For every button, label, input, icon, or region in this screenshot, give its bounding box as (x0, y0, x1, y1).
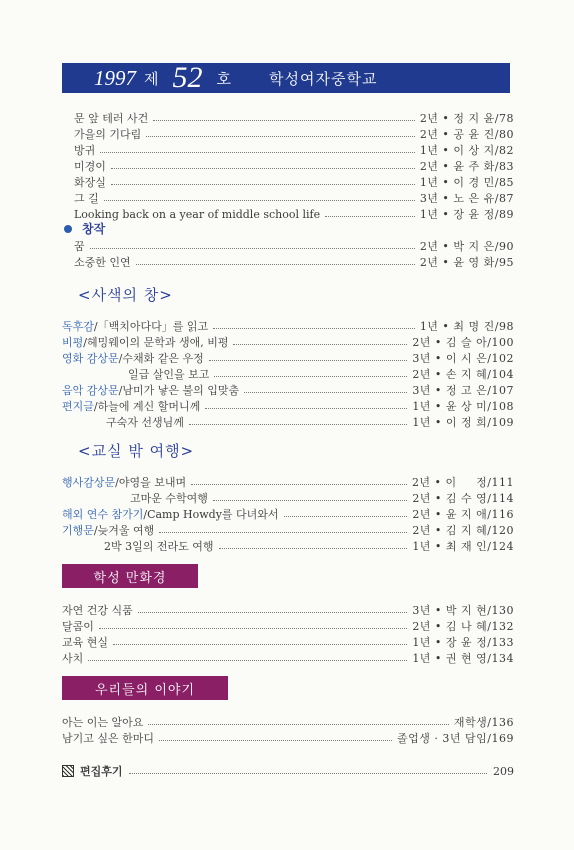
entry-author: 2년 • 윤 영 화/95 (419, 256, 514, 269)
entry-author: 2년 • 이 정/111 (411, 476, 514, 489)
entry-title: 미경이 (74, 160, 106, 173)
entry-author: 2년 • 공 윤 진/80 (419, 128, 514, 141)
entry-author: 1년 • 이 상 지/82 (419, 144, 514, 157)
entry-author: 2년 • 윤 주 화/83 (419, 160, 514, 173)
toc-entry[interactable] (106, 414, 514, 430)
toc-entry[interactable] (62, 730, 514, 746)
entry-title: 일급 살인을 보고 (128, 368, 210, 381)
entry-author: 3년 • 박 지 현/130 (412, 604, 514, 617)
entry-author: 3년 • 정 고 은/107 (412, 384, 514, 397)
leader-dots (213, 327, 415, 329)
toc-entry[interactable] (74, 206, 514, 222)
entry-title: /남미가 낳은 불의 입맞춤 (118, 384, 240, 397)
entry-title: /「백치아다다」를 읽고 (93, 320, 209, 333)
toc-entry[interactable] (62, 618, 514, 634)
toc-entry[interactable] (62, 650, 514, 666)
entry-title: 자연 건강 식품 (62, 604, 133, 617)
toc-entry[interactable] (104, 538, 514, 554)
leader-dots (159, 739, 392, 741)
entry-title: Looking back on a year of middle school life (74, 207, 321, 221)
toc-entry[interactable] (62, 714, 514, 730)
entry-title: 2박 3일의 전라도 여행 (104, 540, 214, 553)
school-name: 학성여자중학교 (269, 69, 378, 88)
toc-entry[interactable] (130, 490, 514, 506)
entry-title: /Camp Howdy를 다녀와서 (143, 508, 279, 521)
leader-dots (129, 772, 487, 774)
toc-entry-editor[interactable] (62, 763, 514, 779)
entry-title: /헤밍웨이의 문학과 생애, 비평 (83, 336, 229, 349)
issue-header (62, 63, 510, 93)
entry-author: 3년 • 이 시 은/102 (412, 352, 514, 365)
entry-category: 편지글 (62, 400, 94, 413)
leader-dots (191, 483, 407, 485)
leader-dots (284, 515, 408, 517)
section-heading-manhwa: 학성 만화경 (62, 564, 198, 588)
toc-entry[interactable] (62, 334, 514, 350)
entry-title: 소중한 인연 (74, 256, 131, 269)
leader-dots (111, 183, 415, 185)
leader-dots (189, 423, 407, 425)
editor-title: 편집후기 (80, 765, 123, 778)
entry-author: 1년 • 장 윤 정/133 (412, 636, 514, 649)
toc-entry[interactable] (74, 158, 514, 174)
entry-author: 2년 • 김 나 혜/132 (412, 620, 514, 633)
entry-title: 꿈 (74, 240, 85, 253)
toc-entry[interactable] (62, 382, 514, 398)
toc-entry[interactable] (74, 238, 514, 254)
toc-entry[interactable] (62, 474, 514, 490)
entry-author: 3년 • 노 은 유/87 (419, 192, 514, 205)
entry-author: 2년 • 정 지 윤/78 (419, 112, 514, 125)
leader-dots (113, 643, 407, 645)
toc-entry[interactable] (62, 318, 514, 334)
leader-dots (244, 391, 407, 393)
toc-entry[interactable] (74, 110, 514, 126)
entry-category: 음악 감상문 (62, 384, 119, 397)
entry-category: 행사감상문 (62, 476, 116, 489)
entry-title: 고마운 수학여행 (130, 492, 208, 505)
creation-heading (64, 220, 105, 237)
toc-entry[interactable] (128, 366, 514, 382)
bullet-icon (64, 225, 72, 233)
toc-entry[interactable] (74, 190, 514, 206)
entry-author: 2년 • 박 지 은/90 (419, 240, 514, 253)
toc-entry[interactable] (62, 398, 514, 414)
entry-title: 사치 (62, 652, 84, 665)
leader-dots (100, 151, 415, 153)
entry-author: 2년 • 김 지 혜/120 (412, 524, 514, 537)
toc-entry[interactable] (62, 602, 514, 618)
leader-dots (88, 659, 407, 661)
toc-entry[interactable] (62, 522, 514, 538)
toc-entry[interactable] (74, 142, 514, 158)
editor-page: 209 (493, 764, 514, 778)
entry-title: 아는 이는 알아요 (62, 716, 144, 729)
issue-ho: 호 (216, 69, 231, 88)
leader-dots (136, 263, 415, 265)
entry-author: 2년 • 윤 지 애/116 (412, 508, 514, 521)
hatched-square-icon (62, 765, 74, 777)
toc-entry[interactable] (62, 350, 514, 366)
entry-category: 해외 연수 참가기 (62, 508, 144, 521)
entry-author: 2년 • 손 지 혜/104 (412, 368, 514, 381)
section-heading-story: 우리들의 이야기 (62, 676, 228, 700)
toc-entry[interactable] (74, 126, 514, 142)
entry-title: /하늘에 계신 할머니께 (93, 400, 201, 413)
leader-dots (325, 215, 415, 217)
entry-author: 재학생/136 (453, 716, 514, 729)
entry-title: 구숙자 선생님께 (106, 416, 184, 429)
leader-dots (159, 531, 407, 533)
issue-je: 제 (144, 69, 159, 88)
entry-author: 1년 • 이 경 민/85 (419, 176, 514, 189)
entry-title: /늦겨울 여행 (93, 524, 155, 537)
toc-entry[interactable] (74, 174, 514, 190)
entry-category: 비평 (62, 336, 84, 349)
entry-author: 1년 • 최 명 진/98 (419, 320, 514, 333)
entry-author: 졸업생 · 3년 담임/169 (397, 732, 514, 745)
entry-author: 1년 • 윤 상 미/108 (412, 400, 514, 413)
entry-title: 교육 현실 (62, 636, 109, 649)
leader-dots (213, 499, 407, 501)
entry-title: 방귀 (74, 144, 96, 157)
entry-author: 1년 • 권 현 영/134 (412, 652, 514, 665)
entry-author: 2년 • 김 슬 아/100 (412, 336, 514, 349)
toc-entry[interactable] (74, 254, 514, 270)
entry-title: /수채화 같은 우정 (118, 352, 204, 365)
entry-title: 달콤이 (62, 620, 94, 633)
entry-title: 문 앞 테러 사건 (74, 112, 149, 125)
leader-dots (209, 359, 408, 361)
entry-title: /야영을 보내며 (115, 476, 187, 489)
leader-dots (214, 375, 407, 377)
leader-dots (99, 627, 407, 629)
section-heading-trip: <교실 밖 여행> (78, 442, 195, 460)
leader-dots (148, 723, 449, 725)
entry-category: 영화 감상문 (62, 352, 119, 365)
entry-title: 남기고 싶은 한마디 (62, 732, 155, 745)
issue-number: 52 (172, 61, 203, 94)
entry-title: 그 길 (74, 192, 99, 205)
entry-category: 독후감 (62, 320, 94, 333)
leader-dots (153, 119, 415, 121)
section-heading-sasaek: <사색의 창> (78, 286, 173, 304)
leader-dots (90, 247, 415, 249)
entry-author: 1년 • 최 재 인/124 (412, 540, 514, 553)
entry-author: 2년 • 김 수 영/114 (412, 492, 514, 505)
creation-heading-text: 창작 (82, 222, 106, 236)
leader-dots (138, 611, 408, 613)
entry-title: 화장실 (74, 176, 106, 189)
leader-dots (219, 547, 408, 549)
leader-dots (111, 167, 415, 169)
toc-entry[interactable] (62, 506, 514, 522)
toc-entry[interactable] (62, 634, 514, 650)
entry-title: 가을의 기다림 (74, 128, 142, 141)
entry-author: 1년 • 장 윤 정/89 (419, 208, 514, 221)
entry-author: 1년 • 이 정 희/109 (412, 416, 514, 429)
entry-category: 기행문 (62, 524, 94, 537)
leader-dots (233, 343, 407, 345)
issue-year: 1997 (94, 65, 136, 90)
leader-dots (104, 199, 415, 201)
leader-dots (146, 135, 415, 137)
leader-dots (205, 407, 407, 409)
